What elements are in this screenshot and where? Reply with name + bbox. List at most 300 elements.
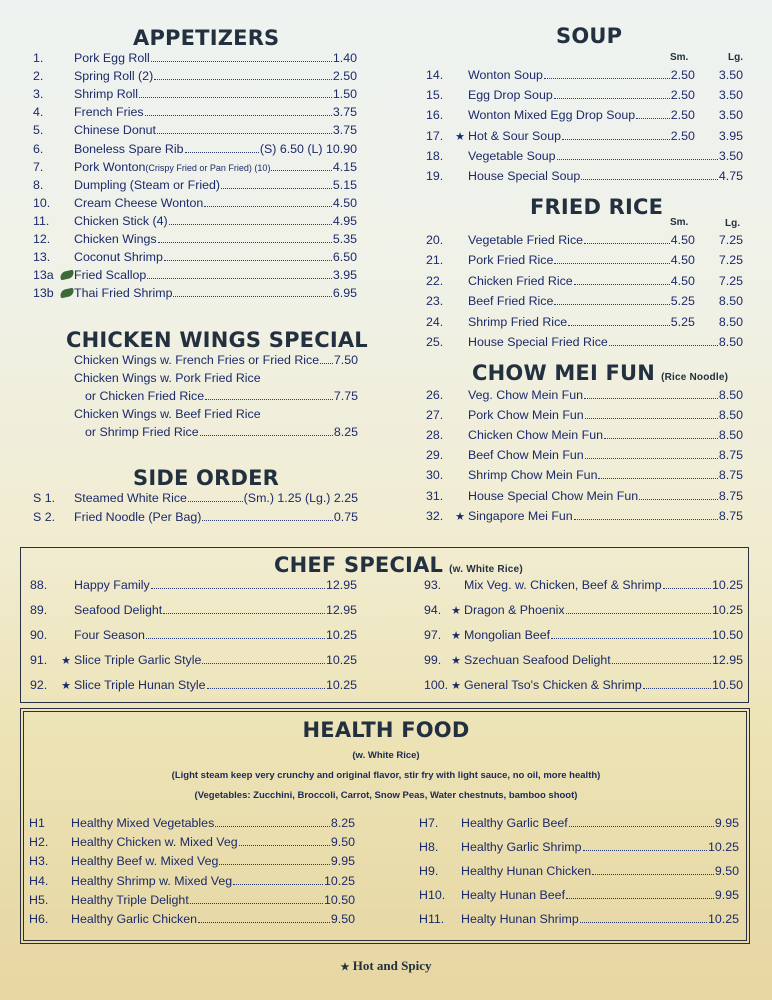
item-price: 0.75	[333, 510, 358, 524]
item-name-continued: or Shrimp Fried Rice	[85, 425, 199, 439]
item-name: Vegetable Fried Rice	[468, 233, 584, 247]
item-price: 8.25	[330, 816, 355, 830]
dot-leader	[581, 178, 718, 180]
item-number: 90.	[30, 628, 48, 642]
wings-title	[66, 328, 368, 352]
item-number: 13a	[33, 268, 54, 283]
item-name: Slice Triple Hunan Style	[74, 678, 206, 692]
menu-item-row	[426, 388, 743, 406]
item-name: Slice Triple Garlic Style	[74, 653, 202, 667]
item-name: Chicken Wings w. French Fries or Fried Rice	[74, 353, 320, 367]
item-price: 4.95	[332, 213, 357, 228]
chef-special-subtitle: (w. White Rice)	[449, 564, 523, 575]
dot-leader	[169, 223, 332, 225]
health-food-rice-note: (w. White Rice)	[352, 750, 420, 761]
item-price: (Sm.) 1.25 (Lg.) 2.25	[243, 491, 358, 505]
item-price: 6.95	[332, 286, 357, 301]
item-number: 7.	[33, 159, 44, 174]
dot-leader	[566, 612, 711, 614]
menu-item-row	[424, 653, 743, 671]
menu-item-row	[426, 233, 743, 251]
mei-fun-title-text: CHOW MEI FUN	[472, 361, 656, 385]
menu-item-row	[426, 335, 743, 353]
dot-leader	[219, 863, 329, 865]
item-price: 8.75	[718, 488, 743, 503]
spicy-star-icon: ★	[451, 605, 461, 617]
item-price: (S) 6.50 (L) 10.90	[259, 141, 357, 156]
health-food-description: (Light steam keep very crunchy and original flavor, stir fry with light sauce, no oil, more health)	[171, 770, 601, 781]
item-number: H9.	[419, 864, 439, 879]
menu-item-row	[426, 428, 743, 446]
item-price: 6.50	[332, 250, 357, 265]
menu-item-row	[33, 491, 358, 509]
menu-item-row	[33, 160, 357, 178]
item-name: Pork Chow Mein Fun	[468, 408, 584, 423]
menu-item-row	[426, 489, 743, 507]
spicy-star-icon: ★	[451, 655, 461, 667]
dot-leader	[204, 205, 332, 207]
item-number: 1.	[33, 51, 44, 65]
fried-rice-title-text: FRIED RICE	[530, 195, 664, 219]
item-number: 25.	[426, 335, 444, 349]
dot-leader	[604, 437, 718, 439]
item-name: House Special Soup	[468, 169, 581, 183]
pepper-icon	[59, 270, 74, 281]
menu-item-row	[419, 816, 739, 834]
item-price-large: 7.25	[718, 273, 743, 288]
star-icon: ★	[340, 962, 350, 973]
item-price-large: 3.50	[718, 148, 743, 163]
health-food-title-text: HEALTH FOOD	[302, 718, 470, 742]
menu-item-row	[29, 835, 355, 853]
item-price-small: 2.50	[670, 108, 695, 123]
soup-title-text: SOUP	[556, 24, 623, 48]
item-number: 6.	[33, 141, 44, 156]
item-number: H10.	[419, 888, 446, 903]
item-number: 89.	[30, 603, 48, 617]
dot-leader	[592, 873, 714, 875]
item-name: Spring Roll (2)	[74, 69, 154, 84]
dot-leader	[574, 518, 718, 520]
item-number: 13b	[33, 286, 54, 301]
dot-leader	[146, 637, 325, 639]
item-name-continued: or Chicken Fried Rice	[85, 389, 205, 403]
item-name: Mix Veg. w. Chicken, Beef & Shrimp	[464, 578, 662, 592]
dot-leader	[190, 902, 323, 904]
item-price: 9.95	[714, 816, 739, 830]
item-price-small: 2.50	[670, 88, 695, 103]
item-price: 3.75	[332, 105, 357, 120]
menu-item-row	[419, 864, 739, 882]
menu-item-row	[426, 88, 743, 106]
menu-item-row	[30, 603, 357, 621]
item-name: Dragon & Phoenix	[464, 603, 565, 617]
item-name: Beef Fried Rice	[468, 294, 554, 309]
item-price: 12.95	[711, 653, 743, 667]
menu-item-row	[426, 468, 743, 486]
item-price-large: 8.50	[718, 294, 743, 309]
item-number: 19.	[426, 169, 444, 183]
item-name: Healthy Garlic Chicken	[71, 912, 198, 926]
item-price: 9.50	[330, 912, 355, 926]
item-price: 9.50	[330, 835, 355, 850]
item-number: 24.	[426, 314, 444, 329]
item-name: Healthy Chicken w. Mixed Veg	[71, 835, 238, 850]
dot-leader	[185, 151, 259, 153]
dot-leader	[636, 117, 670, 119]
menu-item-row	[33, 178, 357, 196]
item-price-large: 3.95	[718, 128, 743, 143]
item-name: Chicken Fried Rice	[468, 273, 573, 288]
item-name: French Fries	[74, 105, 144, 120]
menu-item-row	[426, 294, 743, 312]
spicy-star-icon: ★	[451, 680, 461, 692]
dot-leader	[544, 77, 670, 79]
menu-item-row	[426, 253, 743, 271]
dot-leader	[583, 849, 707, 851]
menu-item-row	[419, 840, 739, 858]
item-name: Chicken Wings w. Pork Fried Rice	[74, 371, 261, 385]
item-name: Steamed White Rice	[74, 491, 187, 505]
item-number: 16.	[426, 108, 444, 123]
item-name: Chicken Chow Mein Fun	[468, 428, 603, 443]
item-name: Boneless Spare Rib	[74, 141, 184, 156]
item-number: 13.	[33, 250, 51, 265]
spicy-star-icon: ★	[455, 130, 465, 143]
item-price: 5.35	[332, 232, 357, 246]
spicy-star-icon: ★	[61, 680, 71, 692]
item-number: 17.	[426, 128, 444, 143]
item-number: 21.	[426, 253, 444, 268]
dot-leader	[609, 344, 718, 346]
item-name: Seafood Delight	[74, 603, 163, 617]
item-price-small: 4.50	[670, 233, 695, 247]
dot-leader	[157, 132, 332, 134]
item-name: Healthy Shrimp w. Mixed Veg	[71, 873, 233, 888]
wings-item	[74, 353, 358, 371]
item-number: S 1.	[33, 491, 56, 505]
dot-leader	[569, 825, 714, 827]
wings-item-line1	[74, 371, 261, 389]
dot-leader	[554, 303, 669, 305]
menu-item-row	[426, 108, 743, 126]
item-name: Shrimp Fried Rice	[468, 314, 568, 329]
health-food-title	[0, 718, 772, 742]
soup-title	[556, 24, 622, 48]
menu-item-row	[33, 196, 357, 214]
menu-item-row	[424, 628, 743, 646]
menu-item-row	[33, 214, 357, 232]
menu-item-row	[30, 628, 357, 646]
item-number: 100.	[424, 678, 449, 692]
item-price-large: 7.25	[718, 253, 743, 268]
item-price: 7.75	[333, 389, 358, 403]
item-number: H8.	[419, 840, 439, 855]
dot-leader	[202, 519, 332, 521]
item-price-small: 2.50	[670, 128, 695, 143]
dot-leader	[200, 434, 333, 436]
item-price: 10.50	[323, 892, 355, 907]
dot-leader	[151, 587, 325, 589]
item-price: 12.95	[325, 578, 357, 592]
dot-leader	[580, 921, 707, 923]
side-order-title	[133, 466, 279, 490]
item-price: 8.50	[718, 408, 743, 423]
menu-item-row	[426, 169, 743, 187]
item-name: Mongolian Beef	[464, 628, 551, 642]
item-number: H2.	[29, 835, 49, 850]
soup-sm-header: Sm.	[670, 52, 689, 63]
menu-item-row	[33, 123, 357, 141]
menu-item-row	[426, 274, 743, 292]
dot-leader	[584, 397, 718, 399]
item-price-small: 5.25	[670, 294, 695, 309]
item-name: Shrimp Chow Mein Fun	[468, 468, 598, 483]
dot-leader	[551, 637, 711, 639]
item-number: 4.	[33, 105, 44, 120]
item-number: 11.	[33, 213, 50, 228]
item-name: Thai Fried Shrimp	[74, 286, 173, 301]
item-number: 31.	[426, 488, 444, 503]
item-number: 28.	[426, 428, 444, 443]
dot-leader	[320, 362, 333, 364]
dot-leader	[221, 187, 332, 189]
item-number: S 2.	[33, 510, 56, 524]
dot-leader	[164, 259, 332, 261]
item-name: Hot & Sour Soup	[468, 128, 561, 143]
menu-item-row	[33, 69, 357, 87]
fried-rice-sm-header: Sm.	[670, 217, 689, 228]
item-price-large: 3.50	[718, 108, 743, 123]
item-number: 99.	[424, 653, 442, 667]
menu-item-row	[424, 603, 743, 621]
item-number: H5.	[29, 892, 49, 907]
item-number: H11.	[419, 912, 445, 927]
dot-leader	[145, 114, 332, 116]
fried-rice-lg-header: Lg.	[725, 218, 740, 229]
menu-item-row	[29, 854, 355, 872]
item-number: 91.	[30, 653, 48, 667]
item-name: Vegetable Soup	[468, 148, 556, 163]
item-number: 32.	[426, 508, 444, 523]
menu-item-row	[33, 286, 357, 304]
dot-leader	[663, 587, 711, 589]
item-name: Chicken Wings w. Beef Fried Rice	[74, 407, 261, 421]
item-price: 10.25	[325, 628, 357, 642]
item-name: Chicken Wings	[74, 232, 157, 246]
dot-leader	[207, 687, 325, 689]
dot-leader	[584, 242, 670, 244]
dot-leader	[163, 612, 325, 614]
item-name: Shrimp Roll	[74, 87, 139, 102]
dot-leader	[215, 825, 330, 827]
item-price: 10.25	[323, 873, 355, 888]
dot-leader	[151, 60, 332, 62]
item-price: 10.50	[711, 628, 743, 642]
item-number: 2.	[33, 69, 44, 84]
wings-item-line2	[85, 389, 358, 407]
menu-item-row	[33, 510, 358, 528]
footer-legend-text: Hot and Spicy	[352, 958, 432, 973]
wings-item-line2	[85, 425, 358, 443]
menu-item-row	[426, 315, 743, 333]
item-number: 18.	[426, 148, 444, 163]
menu-item-row	[30, 653, 357, 671]
item-name: Healthy Hunan Chicken	[461, 864, 592, 879]
item-price: 10.25	[325, 678, 357, 692]
spicy-star-icon: ★	[455, 510, 465, 523]
item-price: 4.50	[332, 195, 357, 210]
appetizers-title-text: APPETIZERS	[133, 26, 280, 50]
pepper-icon	[59, 288, 74, 299]
dot-leader	[173, 295, 331, 297]
item-number: 8.	[33, 177, 44, 192]
chef-special-title-text: CHEF SPECIAL	[274, 553, 444, 577]
dot-leader	[198, 921, 330, 923]
dot-leader	[568, 324, 670, 326]
item-number: 92.	[30, 678, 48, 692]
item-price-large: 3.50	[718, 88, 743, 103]
item-price-large: 4.75	[718, 169, 743, 183]
item-price: 10.25	[711, 603, 743, 617]
item-price: 8.25	[333, 425, 358, 439]
dot-leader	[188, 500, 243, 502]
wings-item-line1	[74, 407, 261, 425]
item-number: 23.	[426, 294, 444, 309]
item-name: Wonton Mixed Egg Drop Soup	[468, 108, 636, 123]
menu-item-row	[424, 678, 743, 696]
item-number: H1	[29, 816, 45, 830]
item-price: 3.95	[332, 268, 357, 283]
item-price: 9.95	[330, 854, 355, 869]
item-number: 15.	[426, 88, 444, 103]
item-number: 3.	[33, 87, 44, 102]
menu-item-row	[30, 678, 357, 696]
dot-leader	[557, 158, 718, 160]
menu-item-row	[426, 149, 743, 167]
item-name: Wonton Soup	[468, 68, 543, 82]
dot-leader	[643, 687, 711, 689]
item-number: 97.	[424, 628, 442, 642]
item-name: Dumpling (Steam or Fried)	[74, 177, 220, 192]
menu-item-row	[419, 912, 739, 930]
health-food-vegetables: (Vegetables: Zucchini, Broccoli, Carrot, Snow Peas, Water chestnuts, bamboo shoot)	[194, 790, 578, 801]
item-note: (Crispy Fried or Pan Fried) (10)	[145, 162, 271, 173]
item-name: Coconut Shrimp	[74, 250, 163, 265]
dot-leader	[639, 498, 718, 500]
item-price-large: 8.50	[718, 335, 743, 349]
dot-leader	[554, 97, 670, 99]
item-number: 20.	[426, 233, 444, 247]
menu-item-row	[33, 232, 357, 250]
item-price: 8.75	[718, 468, 743, 483]
dot-leader	[139, 96, 332, 98]
item-price: 8.50	[718, 428, 743, 443]
item-price: 1.40	[332, 51, 357, 65]
mei-fun-title	[472, 361, 728, 385]
item-price-large: 8.50	[718, 314, 743, 329]
item-number: 94.	[424, 603, 442, 617]
item-number: H7.	[419, 816, 439, 830]
item-name: Pork Fried Rice	[468, 253, 554, 268]
item-price: 3.75	[332, 123, 357, 138]
side-order-title-text: SIDE ORDER	[133, 466, 279, 490]
item-price: 8.75	[718, 448, 743, 463]
item-name: Veg. Chow Mein Fun	[468, 388, 584, 402]
item-name: Healthy Garlic Beef	[461, 816, 568, 830]
item-price: 7.50	[333, 353, 358, 367]
dot-leader	[154, 78, 332, 80]
menu-item-row	[29, 893, 355, 911]
menu-item-row	[30, 578, 357, 596]
item-price: 8.75	[718, 508, 743, 523]
item-number: H6.	[29, 912, 49, 926]
item-price: 1.50	[332, 87, 357, 102]
item-number: 10.	[33, 195, 51, 210]
appetizers-title	[133, 26, 279, 50]
menu-item-row	[419, 888, 739, 906]
footer-legend	[0, 958, 772, 974]
item-number: 30.	[426, 468, 444, 483]
menu-item-row	[29, 874, 355, 892]
item-name: General Tso's Chicken & Shrimp	[464, 678, 642, 692]
item-name: Healthy Beef w. Mixed Veg	[71, 854, 219, 869]
fried-rice-title	[530, 195, 663, 219]
item-name: Chicken Stick (4)	[74, 213, 168, 228]
item-name: Singapore Mei Fun	[468, 508, 573, 523]
item-price-large: 3.50	[718, 68, 743, 82]
menu-item-row	[424, 578, 743, 596]
item-name: Szechuan Seafood Delight	[464, 653, 611, 667]
item-name: Four Season	[74, 628, 145, 642]
item-name: Healthy Garlic Shrimp	[461, 840, 582, 855]
item-name: Healthy Mixed Vegetables	[71, 816, 215, 830]
dot-leader	[147, 277, 332, 279]
mei-fun-subtitle: (Rice Noodle)	[661, 372, 729, 383]
item-number: 5.	[33, 123, 44, 138]
menu-item-row	[426, 408, 743, 426]
item-price: 10.25	[325, 653, 357, 667]
item-name: Egg Drop Soup	[468, 88, 553, 103]
item-name: Fried Scallop	[74, 268, 147, 283]
menu-item-row	[33, 105, 357, 123]
item-price-small: 5.25	[670, 314, 695, 329]
item-price: 10.50	[711, 678, 743, 692]
item-number: H4.	[29, 873, 49, 888]
item-number: 27.	[426, 408, 444, 423]
chef-special-title	[274, 553, 523, 577]
dot-leader	[271, 169, 331, 171]
item-number: 29.	[426, 448, 444, 463]
item-number: 22.	[426, 273, 444, 288]
menu-item-row	[33, 87, 357, 105]
dot-leader	[566, 897, 714, 899]
menu-item-row	[426, 129, 743, 147]
item-price: 10.25	[707, 912, 739, 927]
dot-leader	[554, 262, 669, 264]
dot-leader	[233, 883, 323, 885]
dot-leader	[585, 457, 718, 459]
item-price: 10.25	[711, 578, 743, 592]
item-name: Cream Cheese Wonton	[74, 195, 204, 210]
item-price-small: 4.50	[670, 253, 695, 268]
item-price: 4.15	[332, 159, 357, 174]
item-number: 14.	[426, 68, 444, 82]
item-price-small: 2.50	[670, 68, 695, 82]
item-number: 12.	[33, 232, 51, 246]
dot-leader	[574, 283, 670, 285]
item-name: Healthy Triple Delight	[71, 892, 189, 907]
